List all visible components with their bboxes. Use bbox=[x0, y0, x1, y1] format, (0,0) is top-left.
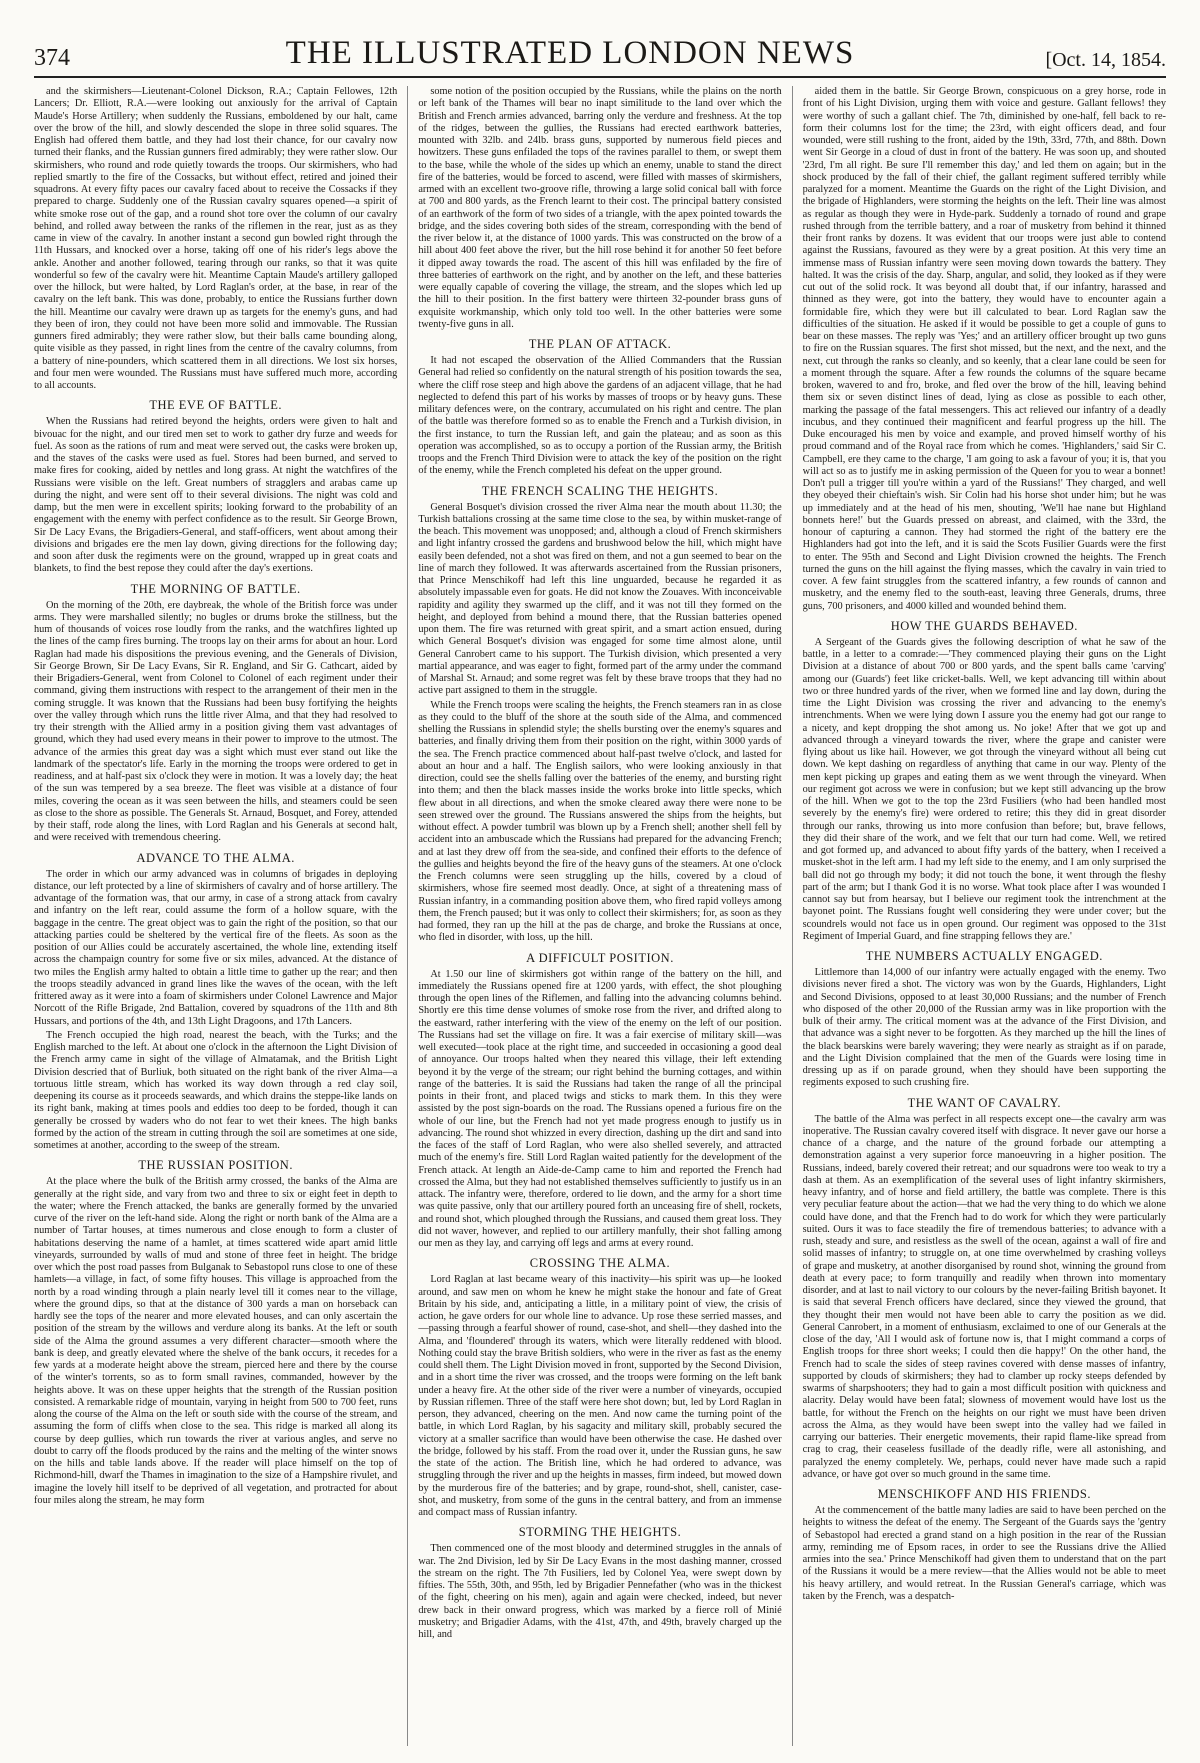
paragraph: At the commencement of the battle many ladies are said to have been perched on the heights to witness the defeat of the enemy. The Sergeant of the Guards says the 'gentry of Sebastopol had erected a grand stand on a high position in the rear of the Russian army, reminding me of Epsom races, in order to see the Russians drive the Allied armies into the sea.' Prince Menschikoff had given them to understand that on the part of the Russians it would be a mere review—that the Allies would not be able to meet his heavy artillery, and would retreat. In the Russian General's carriage, which was taken by the French, was a despatch- bbox=[802, 1505, 1166, 1602]
article-section bbox=[418, 484, 781, 945]
paragraph: and the skirmishers—Lieutenant-Colonel Dickson, R.A.; Captain Fellowes, 12th Lancers; Dr. Elliott, R.A.—were looking out anxiously for the arrival of Captain Maude's Horse Artillery; when suddenly the Russians, emboldened by our halt, came over the brow of the hill, and slowly descended the slope in three solid squares. The English had offered them battle, and they had lost their chance, for our cavalry now turned their flanks, and the Russian gunners fired admirably; they were rather slow. Our skirmishers, who round and rode quietly towards the troops. Our skirmishers, who had replied smartly to the fire of the Cossacks, but without effect, retired and joined their squadrons. At every fifty paces our cavalry faced about to receive the Cossacks if they prepared to charge. Suddenly one of the Russian cavalry squares opened—a spirit of white smoke rose out of the gap, and a round shot tore over the column of our cavalry behind, and rolled away between the ranks of the riflemen in the rear, just as as they came in view of the cavalry. In another instant a second gun bowled right through the 11th Hussars, and knocked over a horse, taking off one of his rider's legs above the ankle. Another and another followed, tearing through our ranks, so that it was quite wonderful so few of the cavalry were hit. Meantime Captain Maude's artillery galloped over the hillock, but were halted, by Lord Raglan's order, at the base, in rear of the cavalry on the left bank. This was done, probably, to entice the Russians further down the hill. Meantime our cavalry were drawn up as targets for the enemy's guns, and had they been of iron, they could not have been more solid and immovable. The Russian gunners fired admirably; they were rather slow, but their balls came bounding along, quite visible as they passed, in right lines from the centre of the cavalry columns, from a battery of nine-pounders, which scattered them in all directions. We lost six horses, and four men were wounded. The Russians must have suffered much more, according to all accounts. bbox=[34, 86, 398, 391]
paragraph: At the place where the bulk of the British army crossed, the banks of the Alma are generally at the right side, and vary from two and three to six or eight feet in depth to the water; where the French attacked, the banks are generally formed by the unvaried curve of the river on the left-hand side. Along the right or north bank of the Alma are a number of Tartar houses, at times numerous and close enough to form a cluster of habitations deserving the name of a hamlet, at times scattered wide apart amid little vineyards, surrounded by walls of mud and stone of three feet in height. The bridge over which the post road passes from Bulganak to Sebastopol runs close to one of these hamlets—a village, in fact, of some fifty houses. This village is approached from the north by a road winding through a plain nearly level till it comes near to the village, where the ground dips, so that at the distance of 300 yards a man on horseback can hardly see the tops of the nearer and more elevated houses, and can only ascertain the position of the stream by the willows and verdure along its banks. At the left or south side of the Alma the ground assumes a very different character—smooth where the bank is deep, and greatly elevated where the shelve of the bank occurs, it recedes for a few yards at a moderate height above the stream, pierced here and there by the course of the winter's torrents, so as to form small ravines, commanded, however by the heights above. It was on these upper heights that the strength of the Russian position consisted. A remarkable ridge of mountain, varying in height from 500 to 700 feet, runs along the course of the Alma on the left or south side with the course of the stream, and assuming the form of cliffs when close to the sea. This ridge is marked all along its course by deep gullies, which run towards the river at various angles, and serve no doubt to carry off the floods produced by the rains and the melting of the winter snows on the hills and table lands above. If the reader will place himself on the top of Richmond-hill, dwarf the Thames in imagination to the size of a Hampshire rivulet, and imagine the lovely hill itself to be deprived of all vegetation, and protracted for about four miles along the stream, he may form bbox=[34, 1176, 398, 1506]
article-section bbox=[34, 398, 397, 575]
page-number: 374 bbox=[34, 45, 70, 71]
masthead bbox=[34, 30, 1166, 78]
article-section bbox=[34, 1158, 397, 1507]
article-section bbox=[803, 619, 1166, 943]
article-section bbox=[418, 1525, 781, 1641]
article-section bbox=[803, 86, 1166, 613]
article-section bbox=[803, 1487, 1166, 1603]
section-heading: ADVANCE TO THE ALMA. bbox=[136, 850, 295, 865]
issue-date: [Oct. 14, 1854. bbox=[1045, 49, 1166, 71]
paragraph: Lord Raglan at last became weary of this inactivity—his spirit was up—he looked around, and saw men on whom he knew he might stake the honour and fate of Great Britain by his side, and, anticipating a little, in a military point of view, the crisis of action, he gave orders for our whole line to advance. Up rose these serried masses, and—passing through a fearful shower of round, case-shot, and shell—they dashed into the Alma, and 'floundered' through its waters, which were literally reddened with blood. Nothing could stay the brave British soldiers, who were in the river as fast as the enemy could shell them. The Light Division moved in front, supported by the Second Division, and in a short time the river was crossed, and the troops were forming on the left bank under a heavy fire. At the other side of the river were a number of vineyards, occupied by Russian riflemen. Three of the staff were here shot down; but, led by Lord Raglan in person, they advanced, cheering on the men. And now came the turning point of the battle, in which Lord Raglan, by his sagacity and military skill, probably secured the victory at a smaller sacrifice than would have been otherwise the case. He dashed over the bridge, followed by his staff. From the road over it, under the Russian guns, he saw the state of the action. The British line, which he had ordered to advance, was struggling through the river and up the heights in masses, firm indeed, but mowed down by the murderous fire of the batteries; and by grape, round-shot, shell, canister, case-shot, and musketry, from some of the guns in the central battery, and from an immense and compact mass of Russian infantry. bbox=[418, 1274, 782, 1518]
article-columns bbox=[34, 86, 1166, 1746]
paragraph: General Bosquet's division crossed the river Alma near the mouth about 11.30; the Turkish battalions crossing at the same time close to the sea, by within musket-range of the beach. This movement was unopposed; and, although a cloud of French skirmishers and light infantry crossed the gardens and brushwood below the hill, which might have easily been defended, not a shot was fired on them, and not a gun seemed to bear on the line of march they followed. It was afterwards ascertained from the Russian prisoners, that Prince Menschikoff had left this line unguarded, because he regarded it as absolutely impassable even for goats. He did not know the Zouaves. With inconceivable rapidity and agility they swarmed up the cliff, and it was not till they formed on the height, and deployed from behind a mound there, that the Russian batteries opened upon them. The fire was returned with great spirit, and a smart action ensued, during which General Bosquet's division was engaged for some time almost alone, until General Canrobert came to his support. The Turkish division, which presented a very martial appearance, and was eager to fight, formed part of the army under the command of Marshal St. Arnaud; and some regret was felt by these brave troops that they had no active part assigned to them in the struggle. bbox=[418, 501, 782, 697]
paragraph: A Sergeant of the Guards gives the following description of what he saw of the battle, in a letter to a comrade:—'They commenced playing their guns on the Light Division at a distance of about 700 or 800 yards, and the spent balls came 'carving' among our (Guards') feet like cricket-balls. Well, we kept advancing till within about two or three hundred yards of the river, when we formed line and lay down, during the time the Light Division was crossing the river and advancing to the enemy's intrenchments. When we were lying down I assure you the enemy had got our range to a nicety, and kept dropping the shot among us. No joke! After that we got up and advanced through a vineyard towards the river, where the grape and canister were flying about us like hail. However, we got through the vineyard without all being cut down. We kept dashing on regardless of anything that came in our way. Plenty of the men kept picking up grapes and eating them as we went through the vineyard. When our regiment got across we were in confusion; but we kept still advancing up the brow of the hill. When we got to the top the 23rd Fusiliers (who had been handled most severely by the enemy's fire) were ordered to retire; this they did in great disorder through our ranks, throwing us into more confusion than before; but, brave fellows, they did their share of the work, and we felt that our turn had come. Well, we retired and got formed up, and advanced to about fifty yards of the battery, when I received a musket-shot in the left arm. I had my left side to the enemy, and I am only surprised the ball did not go through my body; it did not touch the bone, it went through the fleshy part of the arm; but I thank God it is no worse. What took place after I was wounded I cannot say but from hearsay, but I believe our regiment took the intrenchment at the bayonet point. The Russians fought well considering they were under cover; but the scoundrels would not face us in open ground. Our regiment was opposed to the 31st Regiment of Imperial Guard, and fine strapping fellows they are.' bbox=[802, 636, 1166, 942]
newspaper-title: THE ILLUSTRATED LONDON NEWS bbox=[285, 35, 855, 71]
section-heading: MENSCHIKOFF AND HIS FRIENDS. bbox=[877, 1487, 1091, 1501]
article-section bbox=[418, 1256, 781, 1519]
section-heading: A DIFFICULT POSITION. bbox=[526, 950, 674, 965]
article-section bbox=[34, 851, 397, 1153]
article-section bbox=[34, 582, 397, 845]
article-section bbox=[803, 1096, 1166, 1482]
article-section bbox=[418, 86, 781, 331]
text-column bbox=[803, 86, 1166, 1746]
paragraph: At 1.50 our line of skirmishers got within range of the battery on the hill, and immediately the Russians opened fire at 1200 yards, with effect, the shot ploughing through the open lines of the Riflemen, and falling into the advancing columns behind. Shortly ere this time dense volumes of smoke rose from the river, and drifted along to the eastward, rather interfering with the view of the enemy on the left of our position. The Russians had set the village on fire. It was a fair exercise of military skill—was well executed—took place at the right time, and succeeded in occasioning a good deal of annoyance. Our troops halted when they neared this village, their left extending beyond it by the verge of the stream; our right behind the burning cottages, and within range of the batteries. It is said the Russians had taken the range of all the principal points in their front, and placed twigs and sticks to mark them. In this they were assisted by the post sign-boards on the road. The Russians opened a furious fire on the whole of our line, but the French had not yet made progress enough to justify us in advancing. The round shot whizzed in every direction, dashing up the dirt and sand into the faces of the staff of Lord Raglan, who were also shelled severely, and attracted much of the enemy's fire. Still Lord Raglan waited patiently for the development of the French attack. At length an Aide-de-Camp came to him and reported the French had crossed the Alma, but they had not established themselves sufficiently to justify us in an attack. The infantry were, therefore, ordered to lie down, and the army for a short time was quite passive, only that our artillery poured forth an unceasing fire of shell, rockets, and round shot, which ploughed through the Russians, and caused them great loss. They did not waver, however, and replied to our artillery manfully, their shot falling among our men as they lay, and carrying off legs and arms at every round. bbox=[418, 968, 782, 1249]
article-section bbox=[803, 949, 1166, 1090]
paragraph: aided them in the battle. Sir George Brown, conspicuous on a grey horse, rode in front of his Light Division, urging them with voice and gesture. Gallant fellows! they were worthy of such a gallant chief. The 7th, diminished by one-half, fell back to re-form their columns lost for the time; the 23rd, with eight officers dead, and four wounded, were still rushing to the front, aided by the 19th, 33rd, 77th, and 88th. Down went Sir George in a cloud of dust in front of the battery. He was soon up, and shouted '23rd, I'm all right. Be sure I'll remember this day,' and led them on again; but in the shock produced by the fall of their chief, the gallant regiment suffered terribly while paralyzed for a moment. Meantime the Guards on the right of the Light Division, and the brigade of Highlanders, were storming the heights on the left. Their line was almost as regular as though they were in Hyde-park. Suddenly a tornado of round and grape rushed through from the terrible battery, and a roar of musketry from behind it thinned their front ranks by dozens. It was evident that our troops were just able to contend against the Russians, favoured as they were by a great position. At this very time an immense mass of Russian infantry were seen moving down towards the battery. They halted. It was the crisis of the day. Sharp, angular, and solid, they looked as if they were cut out of the solid rock. It was beyond all doubt that, if our infantry, harassed and thinned as they were, got into the battery, they would have to encounter again a formidable fire, which they were but ill calculated to bear. Lord Raglan saw the difficulties of the situation. He asked if it would be possible to get a couple of guns to bear on these masses. The reply was 'Yes;' and an artillery officer brought up two guns to fire on the Russian squares. The first shot missed, but the next, and the next, and the next, cut through the ranks so cleanly, and so keenly, that a clear lane could be seen for a moment through the square. After a few rounds the columns of the square became broken, wavered to and fro, broke, and fled over the brow of the hill, leaving behind them six or seven distinct lines of dead, lying as close as possible to each other, marking the passage of the fatal messengers. This act relieved our infantry of a deadly incubus, and they continued their magnificent and fearful progress up the hill. The Duke encouraged his men by voice and example, and proved himself worthy of his proud command and of the Royal race from which he comes. 'Highlanders,' said Sir C. Campbell, ere they came to the charge, 'I am going to ask a favour of you; it is, that you will act so as to justify me in asking permission of the Queen for you to wear a bonnet! Don't pull a trigger till you're within a yard of the Russians!' They charged, and well they obeyed their chieftain's wish. Sir Colin had his horse shot under him; but he was up immediately and at the head of his men, shouting, 'We'll hae nane but Highland bonnets here!' but the Guards pressed on abreast, and claimed, with the 33rd, the honour of capturing a cannon. They had stormed the right of the battery ere the Highlanders had got into the left, and it is said the Scots Fusilier Guards were the first to enter. The 95th and Second and Light Division crowned the heights. The French turned the guns on the hill against the flying masses, which the cavalry in vain tried to cover. A few faint struggles from the scattered infantry, a few rounds of cannon and musketry, and the enemy fled to the south-east, leaving three Generals, drums, three guns, 700 prisoners, and 4000 killed and wounded behind them. bbox=[802, 86, 1166, 612]
article-section bbox=[418, 337, 781, 478]
section-heading: THE NUMBERS ACTUALLY ENGAGED. bbox=[865, 949, 1103, 963]
section-heading: THE EVE OF BATTLE. bbox=[149, 398, 282, 413]
section-heading: STORMING THE HEIGHTS. bbox=[518, 1525, 682, 1540]
paragraph: The battle of the Alma was perfect in all respects except one—the cavalry arm was inoperative. The Russian cavalry covered itself with disgrace. It never gave our horse a chance of a charge, and the nature of the ground forbade our attempting a demonstration against a very superior force manoeuvring in a higher position. The Russians, indeed, barely covered their retreat; and our squadrons were too weak to try a dash at them. As an exemplification of the several uses of light infantry skirmishers, heavy infantry, and of horse and field artillery, the battle was complete. There is this very peculiar feature about the action—that we had the very thing to do which we alone could have done, and that the French had to do work for which they were particularly suited. Ours it was to face steadily the fire of tremendous batteries; to advance with a rush, steady and sure, and resistless as the swell of the ocean, against a wall of fire and solid masses of infantry; to struggle on, at one time overwhelmed by crashing volleys of grape and musketry, at another disorganised by round shot, winning the ground from death at every pace; to form tranquilly and readily when thrown into momentary disorder, and at last to nail victory to our colours by the never-failing British bayonet. It is said that several French officers have declared, since they viewed the ground, that they thought their men would not have been able to carry the position as we did. General Canrobert, in a moment of enthusiasm, exclaimed to one of our Generals at the close of the day, 'All I would ask of fortune now is, that I might command a corps of English troops for three short weeks; I could then die happy!' On the other hand, the French had to scale the sides of steep ravines covered with dense masses of infantry, supported by clouds of skirmishers; they had to clamber up rocky steeps defended by swarms of sharpshooters; they had to gain a most difficult position with quickness and alacrity. Delay would have been fatal; slowness of movement would have lost us the battle, for without the French on the heights on our right we must have been driven across the Alma, as they would have been swept into the valley had we failed in carrying our batteries. Their energetic movements, their rapid flame-like spread from crag to crag, their ceaseless fusillade of the deadly rifle, were all astonishing, and paralyzed the enemy completely. We, perhaps, could never have made such a rapid advance, or have got over so much ground in the same time. bbox=[802, 1113, 1166, 1480]
section-heading: THE MORNING OF BATTLE. bbox=[130, 581, 301, 596]
text-column bbox=[418, 86, 792, 1746]
paragraph: The order in which our army advanced was in columns of brigades in deploying distance, our left protected by a line of skirmishers of cavalry and of horse artillery. The advantage of the formation was, that our army, in case of a strong attack from cavalry and infantry on the left rear, could assume the form of a hollow square, with the baggage in the centre. The great object was to gain the right of the position, so that our attacking parties could be sheltered by the vertical fire of the fleets. As soon as the position of our Allies could be accurately ascertained, the whole line, extending itself across the champaign country for some five or six miles, advanced. At the distance of two miles the English army halted to obtain a little time to gather up the rear; and then the troops steadily advanced in grand lines like the waves of the ocean, with the left frittered away as it were into a foam of skirmishers under Colonel Lawrence and Major Norcott of the Rifle Brigade, 2nd Battalion, covered by squadrons of the 11th and 8th Hussars, and portions of the 4th, and 13th Light Dragoons, and 17th Lancers. bbox=[34, 868, 398, 1027]
paragraph: When the Russians had retired beyond the heights, orders were given to halt and bivouac for the night, and our tired men set to work to gather dry furze and weeds for fuel. As soon as the rations of rum and meat were served out, the casks were broken up, and the staves of the casks were used as fuel. Stores had been burned, and served to make fires for cooking, aided by nettles and long grass. At night the watchfires of the Russians were visible on the left. Great numbers of stragglers and arabas came up during the night, and were sent off to their several divisions. The night was cold and damp, but the men were in excellent spirits; looking forward to the probability of an engagement with the enemy with perfect confidence as to the result. Sir George Brown, Sir De Lacy Evans, the Brigadiers-General, and staff-officers, went about among their divisions and brigades ere the men lay down, giving directions for the following day; and soon after dusk the regiments were on the ground, wrapped up in great coats and blankets, to find the best repose they could after the day's exertions. bbox=[34, 416, 398, 575]
text-column bbox=[34, 86, 408, 1746]
paragraph: While the French troops were scaling the heights, the French steamers ran in as close as they could to the bluff of the shore at the south side of the Alma, and commenced shelling the Russians in splendid style; the shells bursting over the enemy's squares and batteries, and finally driving them from their position on the right, within 3000 yards of the sea. The French practice commenced about half-past twelve o'clock, and lasted for about an hour and a half. The English sailors, who were looking anxiously in that direction, could see the shells falling over the batteries of the enemy, and bursting right into them; and then the black masses inside the works broke into little specks, which flew about in all directions, and when the smoke cleared away there were none to be seen strewed over the ground. The Russians answered the ships from the heights, but without effect. A powder tumbril was blown up by a French shell; another shell fell by accident into an ambuscade which the Russians had prepared for the advancing French; and at last they drew off from the sea-side, and confined their efforts to the defence of the gullies and heights beyond the fire of the heavy guns of the steamers. At one o'clock the French columns were seen struggling up the hills, covered by a cloud of skirmishers, whose fire seemed most deadly. Once, at sight of a threatening mass of Russian infantry, in a commanding position above them, who fired rapid volleys among them, the French paused; but it was only to collect their skirmishers; for, as soon as they had formed, they ran up the hill at the pas de charge, and broke the Russians at once, who fled in disorder, with loss, up the hill. bbox=[418, 699, 782, 944]
section-heading: THE PLAN OF ATTACK. bbox=[528, 337, 672, 351]
paragraph: Then commenced one of the most bloody and determined struggles in the annals of war. The 2nd Division, led by Sir De Lacy Evans in the most dashing manner, crossed the stream on the right. The 7th Fusiliers, led by Colonel Yea, were swept down by fifties. The 55th, 30th, and 95th, led by Brigadier Pennefather (who was in the thickest of the fight, cheering on his men), again and again were checked, indeed, but never drew back in their onward progress, which was marked by a fierce roll of Minié musketry; and Brigadier Adams, with the 41st, 47th, and 49th, bravely charged up the hill, and bbox=[418, 1543, 782, 1640]
paragraph: On the morning of the 20th, ere daybreak, the whole of the British force was under arms. They were marshalled silently; no bugles or drums broke the stillness, but the hum of thousands of voices rose loudly from the ranks, and the watchfires lighted up the lines of the camp fires burning. The troops lay on their arms for about an hour. Lord Raglan had made his dispositions the previous evening, and the Generals of Division, Sir George Brown, Sir De Lacy Evans, Sir R. England, and Sir G. Cathcart, aided by their Brigadiers-General, went from Colonel to Colonel of each regiment under their command, giving them instructions with respect to the arrangement of their men in the coming struggle. It was known that the Russians had been busy fortifying the heights over the valley through which runs the little river Alma, and that they had resolved to try their strength with the Allied army in a position giving them vast advantages of ground, which they had used every means in their power to improve to the utmost. The advance of the armies this great day was a sight which must ever stand out like the landmark of the spectator's life. Early in the morning the troops were ordered to get in readiness, and at half-past six o'clock they were in motion. It was a lovely day; the heat of the sun was tempered by a sea breeze. The fleet was visible at a distance of four miles, covering the ocean as it was seen between the hills, and steamers could be seen as close to the shore as possible. The Generals St. Arnaud, Bosquet, and Forey, attended by their staff, rode along the lines, with Lord Raglan and his Generals at second halt, and were received with tremendous cheering. bbox=[34, 599, 398, 844]
article-section bbox=[418, 951, 781, 1251]
section-heading: HOW THE GUARDS BEHAVED. bbox=[890, 618, 1078, 633]
article-section bbox=[34, 86, 397, 392]
paragraph: Littlemore than 14,000 of our infantry were actually engaged with the enemy. Two divisions never fired a shot. The victory was won by the Guards, Highlanders, Light and Second Divisions, opposed to at least 30,000 Russians; and the number of French who disposed of the other 20,000 of the Russian army was in like proportion with the bulk of their army. The critical moment was at the advance of the First Division, and that advance was a sight never to be forgotten. As they marched up the hill the lines of the black bearskins were barely wavering; they were nearly as straight as if on parade, and the Light Division complained that the men of the Guards were losing time in dressing up as if on parade ground, when they should have been supporting the regiments exposed to such crushing fire. bbox=[802, 967, 1166, 1089]
section-heading: THE FRENCH SCALING THE HEIGHTS. bbox=[481, 483, 719, 498]
section-heading: CROSSING THE ALMA. bbox=[529, 1256, 671, 1271]
section-heading: THE WANT OF CAVALRY. bbox=[907, 1095, 1061, 1110]
paragraph: some notion of the position occupied by the Russians, while the plains on the north or left bank of the Thames will bear no inapt similitude to the land over which the British and French armies advanced, barring only the verdure and freshness. At the top of the ridges, between the gullies, the Russians had erected earthwork batteries, mounted with 32lb. and 24lb. brass guns, supported by numerous field pieces and howitzers. These guns enfiladed the tops of the ravines parallel to them, or swept them to the base, while the whole of the sides up which an enemy, unable to stand the direct fire of the batteries, would be forced to ascend, were filled with masses of skirmishers, armed with an excellent two-groove rifle, throwing a large solid conical ball with force at 700 and 800 yards, as the French learnt to their cost. The principal battery consisted of an earthwork of the form of two sides of a triangle, with the apex pointed towards the bridge, and the sides covering both sides of the stream, corresponding with the bend of the river below it, at the distance of 1000 yards. This was constructed on the brow of a hill about 400 feet above the river, but the hill rose behind it for another 50 feet before it dipped away towards the road. The ascent of this hill was enfiladed by the fire of three batteries of earthwork on the right, and by another on the left, and these batteries were equally capable of covering the village, the stream, and the slopes which led up the hill to their position. In the first battery were thirteen 32-pounder brass guns of exquisite workmanship, which only told too well. In the other batteries were some twenty-five guns in all. bbox=[418, 86, 782, 330]
paragraph: The French occupied the high road, nearest the beach, with the Turks; and the English marched to the left. At about one o'clock in the afternoon the Light Division of the French army came in sight of the village of Almatamak, and the British Light Division descried that of Burliuk, both situated on the right bank of the river Alma—a tortuous little stream, which has worked its way down through a red clay soil, deepening its course as it proceeds seawards, and which drains the steppe-like lands on its right bank, making at times pools and eddies too deep to be forded, though it can generally be crossed by waders who do not fear to wet their knees. The high banks formed by the action of the stream in cutting through the soil are sometimes at one side, sometimes at another, according to the sweep of the stream. bbox=[34, 1029, 398, 1151]
section-heading: THE RUSSIAN POSITION. bbox=[138, 1158, 293, 1173]
paragraph: It had not escaped the observation of the Allied Commanders that the Russian General had relied so confidently on the natural strength of his position towards the sea, where the cliff rose steep and high above the gardens of an adjacent village, that he had neglected to defend this part of his works by masses of troops or by heavy guns. These military defences were, on the contrary, accumulated on his right and centre. The plan of the battle was therefore formed so as to enable the French and a Turkish division, in the first instance, to turn the Russian left, and gain the plateau; and as soon as this operation was accomplished, so as to occupy a portion of the Russian army, the British troops and the French Third Division were to attack the key of the position on the right of the enemy, while the French completed his defeat on the upper ground. bbox=[418, 355, 782, 477]
